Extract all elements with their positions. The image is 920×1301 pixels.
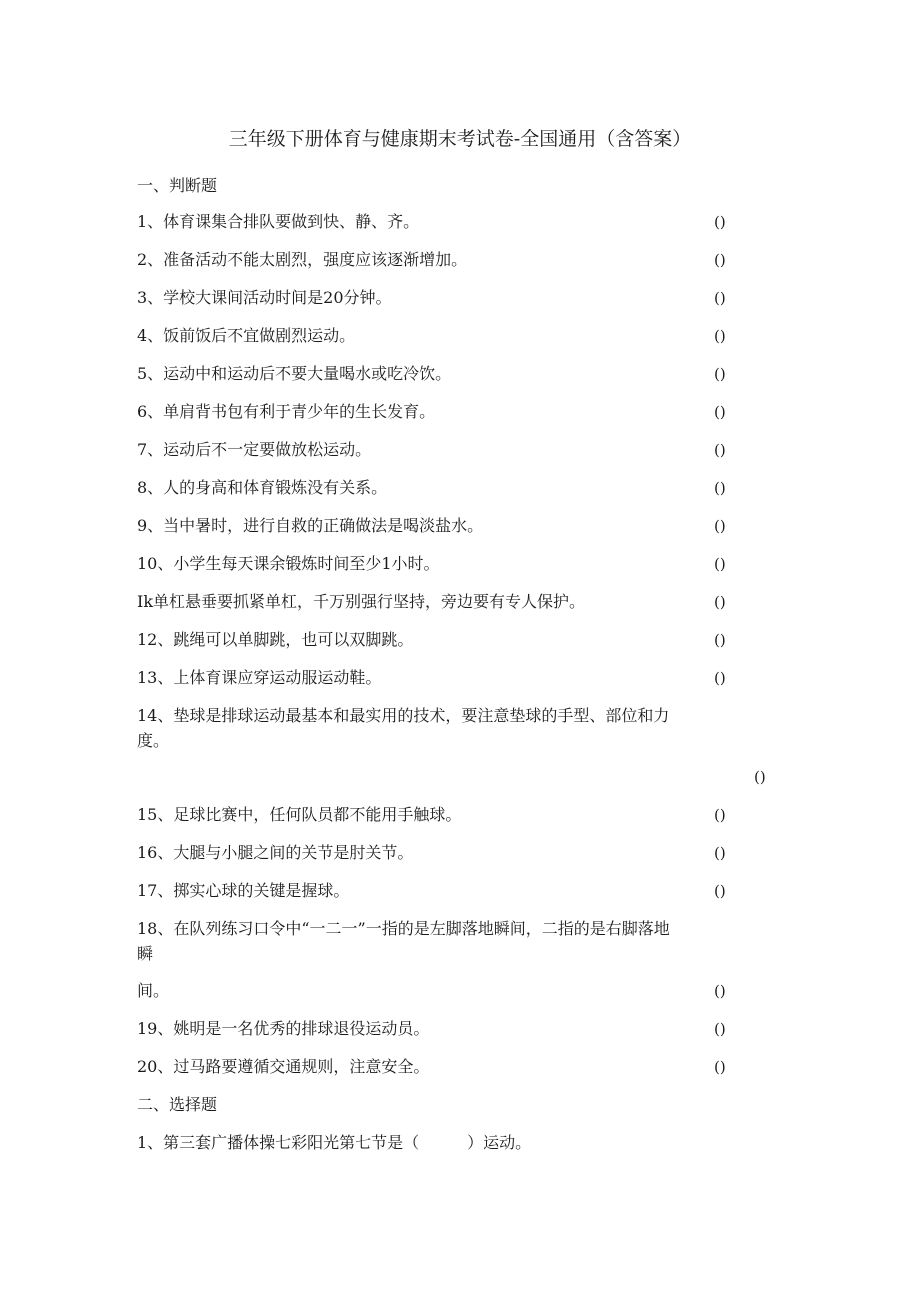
question-19: 19、姚明是一名优秀的排球退役运动员。 — [137, 1019, 430, 1038]
answer-blank-18: () — [714, 982, 726, 1000]
exam-title: 三年级下册体育与健康期末考试卷-全国通用（含答案） — [228, 128, 692, 150]
answer-blank-7: () — [714, 441, 726, 459]
answer-blank-1: () — [714, 213, 726, 231]
answer-blank-16: () — [714, 844, 726, 862]
question-6: 6、单肩背书包有利于青少年的生长发育。 — [137, 402, 436, 421]
question-5: 5、运动中和运动后不要大量喝水或吃冷饮。 — [137, 364, 452, 383]
question-3: 3、学校大课间活动时间是20分钟。 — [137, 288, 392, 307]
question-20: 20、过马路要遵循交通规则，注意安全。 — [137, 1057, 430, 1076]
answer-blank-8: () — [714, 479, 726, 497]
question-9: 9、当中暑时，进行自救的正确做法是喝淡盐水。 — [137, 516, 484, 535]
answer-blank-10: () — [714, 555, 726, 573]
section-heading-true-false: 一、判断题 — [137, 176, 218, 195]
question-14-line-2: 度。 — [137, 731, 170, 750]
question-15: 15、足球比赛中，任何队员都不能用手触球。 — [137, 805, 462, 824]
answer-blank-3: () — [714, 289, 726, 307]
question-11: Ik单杠悬垂要抓紧单杠，千万别强行坚持，旁边要有专人保护。 — [137, 592, 586, 611]
question-7: 7、运动后不一定要做放松运动。 — [137, 440, 372, 459]
answer-blank-20: () — [714, 1058, 726, 1076]
question-4: 4、饭前饭后不宜做剧烈运动。 — [137, 326, 356, 345]
question-12: 12、跳绳可以单脚跳，也可以双脚跳。 — [137, 630, 414, 649]
question-14-line-1: 14、垫球是排球运动最基本和最实用的技术，要注意垫球的手型、部位和力 — [137, 706, 670, 725]
question-1: 1、体育课集合排队要做到快、静、齐。 — [137, 212, 420, 231]
answer-blank-12: () — [714, 631, 726, 649]
answer-blank-2: () — [714, 251, 726, 269]
question-17: 17、掷实心球的关键是握球。 — [137, 881, 350, 900]
answer-blank-14: () — [754, 768, 766, 786]
answer-blank-11: () — [714, 593, 726, 611]
question-8: 8、人的身高和体育锻炼没有关系。 — [137, 478, 388, 497]
question-18-line-3: 间。 — [137, 981, 170, 1000]
choice-question-1: 1、第三套广播体操七彩阳光第七节是（ ）运动。 — [137, 1133, 532, 1152]
answer-blank-9: () — [714, 517, 726, 535]
answer-blank-13: () — [714, 669, 726, 687]
section-heading-multiple-choice: 二、选择题 — [137, 1095, 218, 1114]
question-13: 13、上体育课应穿运动服运动鞋。 — [137, 668, 382, 687]
answer-blank-15: () — [714, 806, 726, 824]
question-16: 16、大腿与小腿之间的关节是肘关节。 — [137, 843, 414, 862]
question-18-line-1: 18、在队列练习口令中“一二一”一指的是左脚落地瞬间，二指的是右脚落地 — [137, 919, 670, 938]
question-18-line-2: 瞬 — [137, 944, 154, 963]
answer-blank-6: () — [714, 403, 726, 421]
question-10: 10、小学生每天课余锻炼时间至少1小时。 — [137, 554, 440, 573]
answer-blank-5: () — [714, 365, 726, 383]
answer-blank-4: () — [714, 327, 726, 345]
answer-blank-17: () — [714, 882, 726, 900]
question-2: 2、准备活动不能太剧烈，强度应该逐渐增加。 — [137, 250, 468, 269]
answer-blank-19: () — [714, 1020, 726, 1038]
